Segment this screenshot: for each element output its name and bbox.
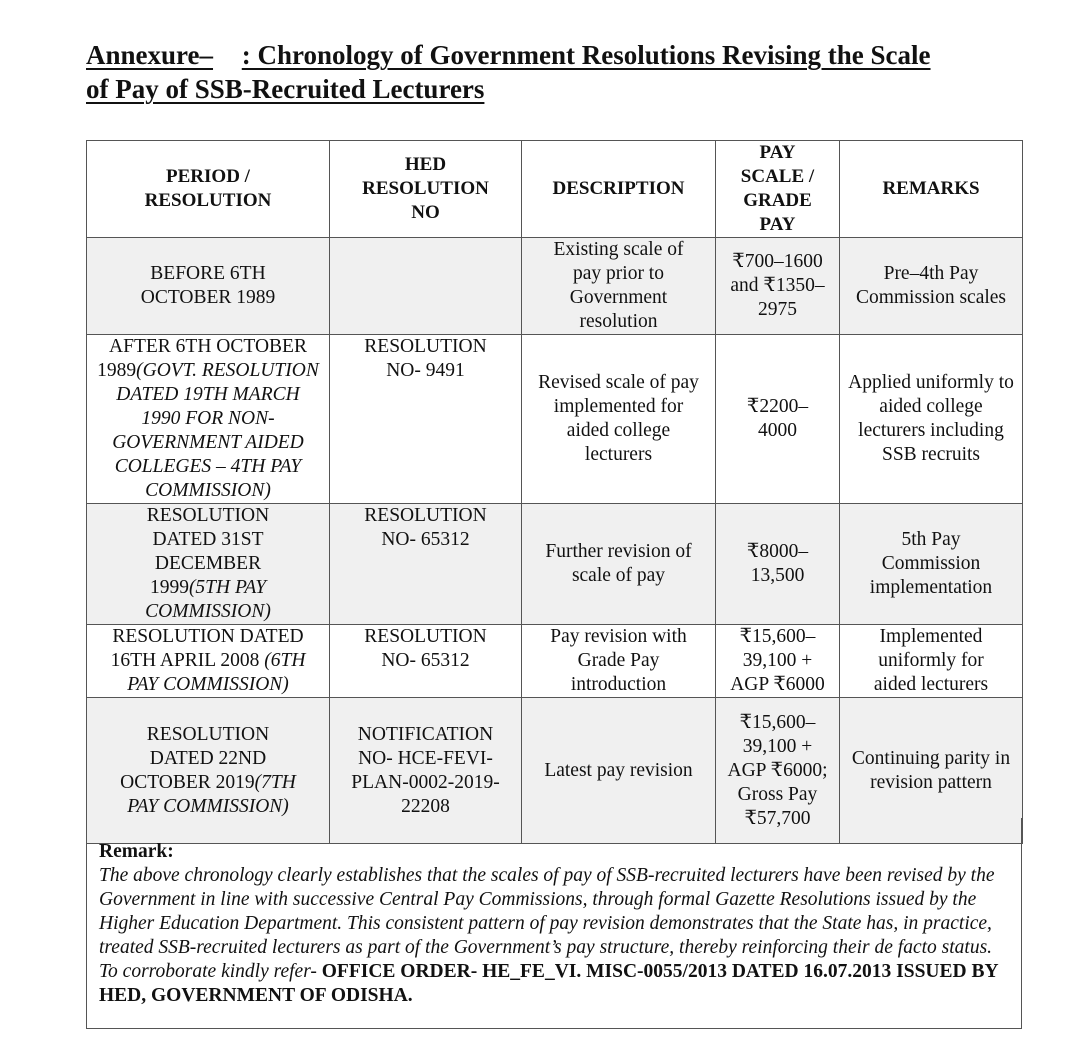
cell-hed [330, 238, 522, 335]
cell-pay-scale: ₹15,600–39,100 + AGP ₹6000; Gross Pay ₹57,700 [716, 698, 840, 844]
cell-pay-scale: ₹2200–4000 [716, 335, 840, 504]
table-row [87, 625, 1023, 698]
cell-description: Latest pay revision [522, 698, 716, 844]
header-hed-resolution: HED RESOLUTION NO [330, 141, 522, 238]
table-row [87, 335, 1023, 504]
chronology-table [86, 140, 1023, 844]
cell-pay-scale: ₹700–1600 and ₹1350–2975 [716, 238, 840, 335]
cell-remarks: Pre–4th Pay Commission scales [840, 238, 1023, 335]
cell-period: AFTER 6TH OCTOBER 1989(GOVT. RESOLUTION DATED 19TH MARCH 1990 FOR NON-GOVERNMENT AIDED COLLEGES – 4TH PAY COMMISSION) [87, 335, 330, 504]
cell-remarks: Applied uniformly to aided college lecturers including SSB recruits [840, 335, 1023, 504]
remark-box [86, 818, 1022, 1029]
header-description: DESCRIPTION [522, 141, 716, 238]
title-heading: : Chronology of Government Resolutions Revising the Scale [241, 40, 931, 70]
page-title [86, 38, 1016, 106]
cell-hed: RESOLUTION NO- 65312 [330, 625, 522, 698]
remark-body [99, 864, 1009, 1008]
cell-description: Further revision of scale of pay [522, 504, 716, 625]
cell-period: RESOLUTION DATED 31ST DECEMBER 1999(5TH PAY COMMISSION) [87, 504, 330, 625]
table-row [87, 238, 1023, 335]
cell-period: BEFORE 6TH OCTOBER 1989 [87, 238, 330, 335]
remark-text: The above chronology clearly establishes that the scales of pay of SSB-recruited lecturers have been revised by the Government in line with successive Central Pay Commissions, through formal Gazette Resolutions issued by the Higher Education Department. This consistent pattern of pay revision demonstrates that the State has, in practice, treated SSB-recruited lecturers as part of the Government’s pay structure, thereby reinforcing their de facto status. To corroborate kindly refer- [99, 865, 995, 982]
cell-period: RESOLUTION DATED 22ND OCTOBER 2019(7TH PAY COMMISSION) [87, 698, 330, 844]
cell-remarks: 5th Pay Commission implementation [840, 504, 1023, 625]
cell-pay-scale: ₹8000–13,500 [716, 504, 840, 625]
cell-hed: RESOLUTION NO- 9491 [330, 335, 522, 504]
cell-description: Revised scale of pay implemented for aided college lecturers [522, 335, 716, 504]
cell-remarks: Continuing parity in revision pattern [840, 698, 1023, 844]
table-header-row [87, 141, 1023, 238]
cell-description: Pay revision with Grade Pay introduction [522, 625, 716, 698]
title-heading-line2: of Pay of SSB-Recruited Lecturers [86, 74, 485, 104]
header-pay-scale: PAY SCALE / GRADE PAY [716, 141, 840, 238]
remark-reference: OFFICE ORDER- HE_FE_VI. MISC-0055/2013 DATED 16.07.2013 ISSUED BY HED, GOVERNMENT OF ODISHA. [99, 961, 998, 1006]
cell-description: Existing scale of pay prior to Government resolution [522, 238, 716, 335]
cell-hed: RESOLUTION NO- 65312 [330, 504, 522, 625]
header-remarks: REMARKS [840, 141, 1023, 238]
cell-period: RESOLUTION DATED 16TH APRIL 2008 (6TH PAY COMMISSION) [87, 625, 330, 698]
remark-heading: Remark: [99, 841, 174, 862]
cell-pay-scale: ₹15,600–39,100 + AGP ₹6000 [716, 625, 840, 698]
cell-hed: NOTIFICATION NO- HCE-FEVI-PLAN-0002-2019-22208 [330, 698, 522, 844]
header-period: PERIOD / RESOLUTION [87, 141, 330, 238]
cell-remarks: Implemented uniformly for aided lecturers [840, 625, 1023, 698]
table-row [87, 504, 1023, 625]
title-annexure: Annexure– [86, 40, 214, 70]
